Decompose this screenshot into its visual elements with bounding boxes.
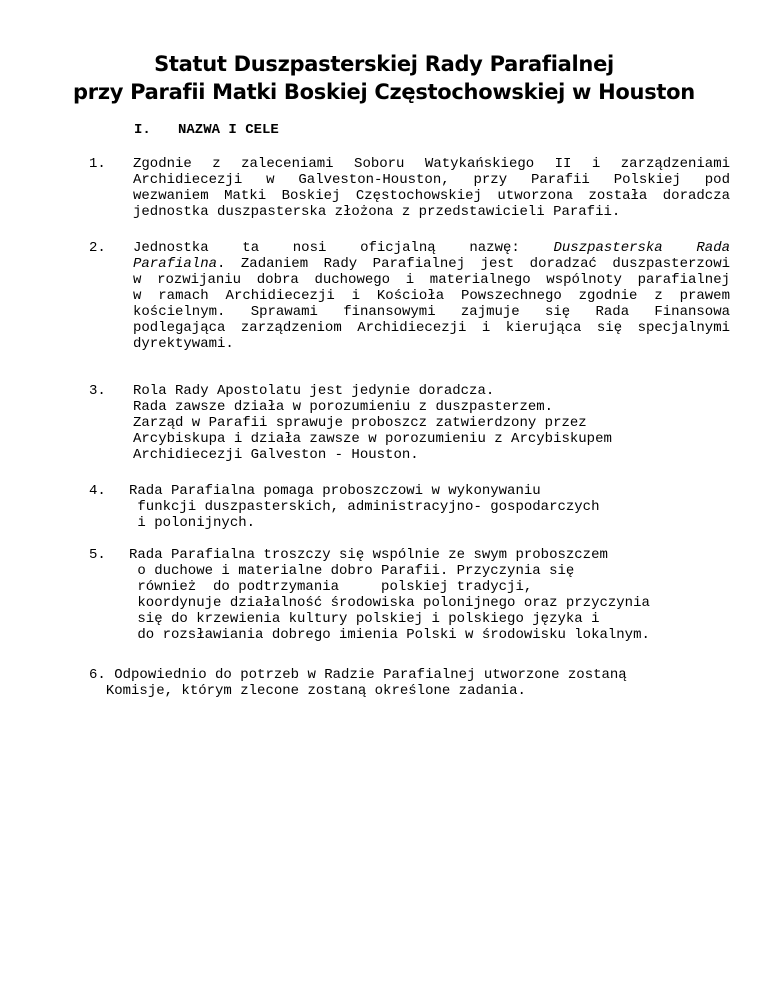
item-line: Rada Parafialna troszczy się wspólnie ze swym proboszczem (129, 547, 608, 563)
item-line: funkcji duszpasterskich, administracyjno- gospodarczych (129, 499, 600, 515)
item-line: do rozsławiania dobrego imienia Polski w środowisku lokalnym. (129, 627, 650, 643)
item-line: w ramach Archidiecezji i Kościoła Powszechnego zgodnie z prawem (133, 288, 730, 304)
item-line (133, 256, 730, 272)
list-item (89, 483, 739, 547)
item-line: również do podtrzymania polskiej tradycji, (129, 579, 533, 595)
item-line (89, 683, 729, 699)
item-line-text: Odpowiednio do potrzeb w Radzie Parafialnej utworzone zostaną (114, 667, 627, 683)
item-line: koordynuje działalność środowiska polonijnego oraz przyczynia (129, 595, 650, 611)
item-number: 4. (89, 483, 106, 499)
item-number: 3. (89, 383, 106, 399)
item-number: 1. (89, 156, 106, 172)
item-line: Archidiecezji w Galveston-Houston, przy Parafii Polskiej pod (133, 172, 730, 188)
item-number: 6. (89, 667, 106, 683)
item-text-plain: . Zadaniem Rady Parafialnej jest doradzać duszpasterzowi (217, 256, 730, 272)
list-item (89, 156, 739, 220)
item-text (133, 383, 730, 463)
item-line: podlegająca zarządzeniom Archidiecezji i kierująca się specjalnymi (133, 320, 730, 336)
section-title: NAZWA I CELE (178, 122, 279, 138)
item-line: Rada Parafialna pomaga proboszczowi w wykonywaniu (129, 483, 541, 499)
item-text (133, 156, 730, 220)
item-line: kościelnym. Sprawami finansowymi zajmuje się Rada Finansowa (133, 304, 730, 320)
item-text (89, 667, 729, 699)
list-item (89, 667, 739, 707)
item-line: Rada zawsze działa w porozumieniu z duszpasterzem. (133, 399, 554, 415)
item-text-italic: Duszpasterska Rada (553, 240, 730, 256)
item-text (133, 240, 730, 352)
item-text (129, 547, 749, 643)
list-item (89, 547, 739, 659)
item-line: o duchowe i materialne dobro Parafii. Przyczynia się (129, 563, 575, 579)
item-line-text: Komisje, którym zlecone zostaną określone zadania. (105, 683, 526, 699)
item-text-plain: Jednostka ta nosi oficjalną nazwę: (133, 240, 520, 256)
item-line: jednostka duszpasterska złożona z przedstawicieli Parafii. (133, 204, 621, 220)
item-line: w rozwijaniu dobra duchowego i materialnego wspólnoty parafialnej (133, 272, 730, 288)
item-number: 5. (89, 547, 106, 563)
item-line: się do krzewienia kultury polskiej i polskiego języka i (129, 611, 600, 627)
item-line: i polonijnych. (129, 515, 256, 531)
item-line: Zgodnie z zaleceniami Soboru Watykańskiego II i zarządzeniami (133, 156, 730, 172)
item-line (133, 240, 730, 256)
document-title-line-2: przy Parafii Matki Boskiej Częstochowskiej w Houston (73, 80, 695, 104)
item-text-italic: Parafialna (133, 256, 218, 272)
list-item (89, 383, 739, 479)
item-number: 2. (89, 240, 106, 256)
section-number: I. (134, 122, 151, 138)
item-line: Zarząd w Parafii sprawuje proboszcz zatwierdzony przez (133, 415, 587, 431)
item-line: dyrektywami. (133, 336, 234, 352)
list-item (89, 240, 739, 368)
item-line: Archidiecezji Galveston - Houston. (133, 447, 419, 463)
item-text (129, 483, 729, 531)
document-title-line-1: Statut Duszpasterskiej Rady Parafialnej (154, 52, 614, 76)
item-line (89, 667, 729, 683)
section-heading (134, 122, 279, 138)
item-line: wezwaniem Matki Boskiej Częstochowskiej utworzona została doradcza (133, 188, 730, 204)
item-line: Arcybiskupa i działa zawsze w porozumieniu z Arcybiskupem (133, 431, 612, 447)
item-line: Rola Rady Apostolatu jest jedynie doradcza. (133, 383, 495, 399)
